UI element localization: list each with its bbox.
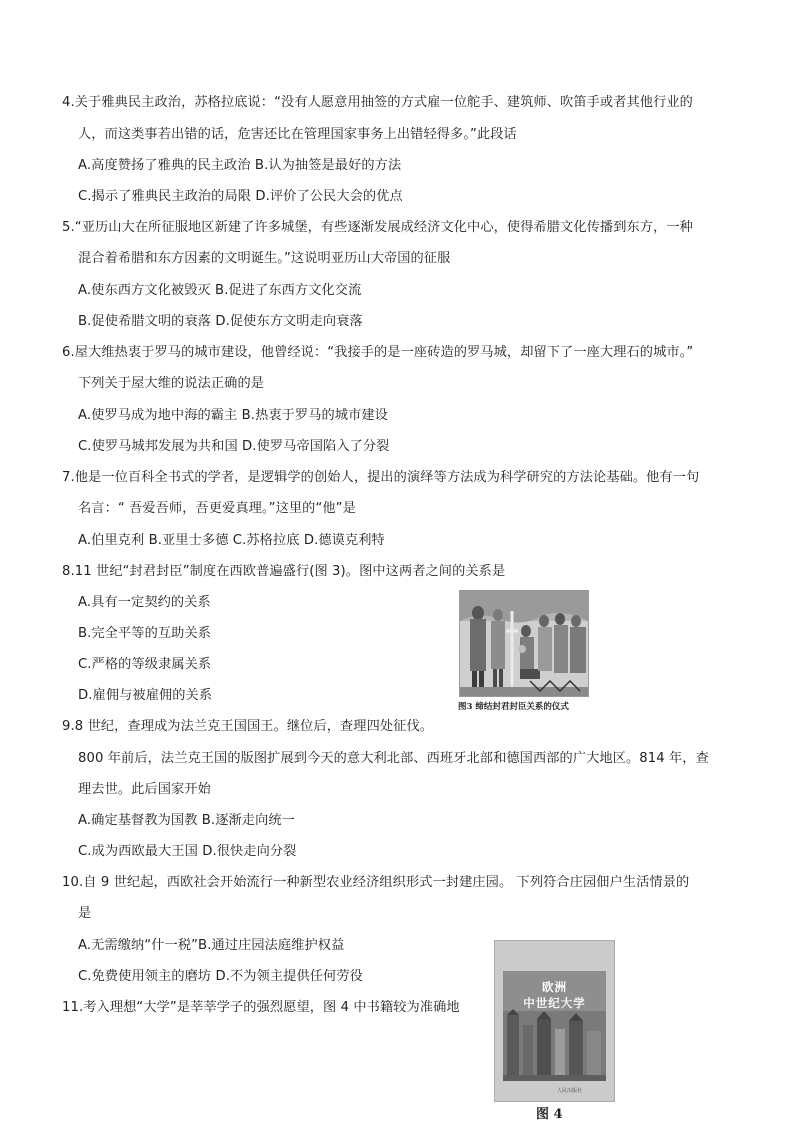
q8-option-b: B.完全平等的互助关系 (78, 626, 212, 641)
q4-stem-line1: 4.关于雅典民主政治，苏格拉底说：“没有人愿意用抽签的方式雇一位舵手、建筑师、吹笛手或者其他行业的 (62, 95, 693, 110)
q9-stem-line1: 9.8 世纪，查理成为法兰克王国国王。继位后，查理四处征伐。 (62, 719, 434, 734)
q9-stem-line2: 800 年前后，法兰克王国的版图扩展到今天的意大利北部、西班牙北部和德国西部的广大地区。814 年，查 (78, 751, 709, 766)
q8-option-d: D.雇佣与被雇佣的关系 (78, 688, 213, 703)
figure3-caption: 图3 缔结封君封臣关系的仪式 (458, 702, 569, 712)
q4-options-line2: C.揭示了雅典民主政治的局限 D.评价了公民大会的优点 (78, 189, 403, 204)
book-title-line1: 欧洲 (542, 980, 567, 994)
q8-option-a: A.具有一定契约的关系 (78, 595, 211, 610)
q8-option-c: C.严格的等级隶属关系 (78, 657, 212, 672)
q7-stem-line1: 7.他是一位百科全书式的学者，是逻辑学的创始人，提出的演绎等方法成为科学研究的方法论基础。他有一句 (62, 470, 700, 485)
q11-stem-line1: 11.考入理想“大学”是莘莘学子的强烈愿望，图 4 中书籍较为准确地 (62, 1000, 460, 1015)
q6-options-line2: C.使罗马城邦发展为共和国 D.使罗马帝国陷入了分裂 (78, 439, 390, 454)
q5-stem-line2: 混合着希腊和东方因素的文明诞生。”这说明亚历山大帝国的征服 (78, 251, 451, 266)
figure3-image (459, 590, 589, 697)
q10-options-line2: C.免费使用领主的磨坊 D.不为领主提供任何劳役 (78, 969, 363, 984)
q6-options-line1: A.使罗马成为地中海的霸主 B.热衷于罗马的城市建设 (78, 408, 388, 423)
figure4-caption: 图 4 (536, 1107, 563, 1122)
q5-options-line2: B.促使希腊文明的衰落 D.促使东方文明走向衰落 (78, 314, 363, 329)
q7-stem-line2: 名言：“ 吾爱吾师，吾更爱真理。”这里的“他”是 (78, 501, 356, 516)
feudal-ceremony-illustration (460, 591, 588, 696)
q9-stem-line3: 理去世。此后国家开始 (78, 782, 211, 797)
q6-stem-line2: 下列关于屋大维的说法正确的是 (78, 376, 265, 391)
q10-options-line1: A.无需缴纳“什一税”B.通过庄园法庭维护权益 (78, 938, 345, 953)
q5-stem-line1: 5.“亚历山大在所征服地区新建了许多城堡，有些逐渐发展成经济文化中心，使得希腊文化传播到东方，一种 (62, 220, 693, 235)
q9-options-line2: C.成为西欧最大王国 D.很快走向分裂 (78, 844, 297, 859)
q9-options-line1: A.确定基督教为国教 B.逐渐走向统一 (78, 813, 295, 828)
book-publisher: 人民出版社 (557, 1088, 583, 1094)
book-title-line2: 中世纪大学 (523, 996, 586, 1010)
q8-stem-line1: 8.11 世纪“封君封臣”制度在西欧普遍盛行(图 3)。图中这两者之间的关系是 (62, 564, 506, 579)
q4-stem-line2: 人，而这类事若出错的话，危害还比在管理国家事务上出错轻得多。”此段话 (78, 127, 517, 142)
q6-stem-line1: 6.屋大维热衷于罗马的城市建设，他曾经说：“我接手的是一座砖造的罗马城，却留下了一座大理石的城市。” (62, 345, 694, 360)
book-cover-artwork (495, 941, 614, 1101)
q7-options-line1: A.伯里克利 B.亚里士多德 C.苏格拉底 D.德谟克利特 (78, 533, 385, 548)
q5-options-line1: A.使东西方文化被毁灭 B.促进了东西方文化交流 (78, 283, 362, 298)
q10-stem-line2: 是 (78, 906, 92, 921)
q10-stem-line1: 10.自 9 世纪起，西欧社会开始流行一种新型农业经济组织形式一封建庄园。 下列符合庄园佃户生活情景的 (62, 875, 690, 890)
figure4-book-cover (494, 940, 615, 1102)
book-title (503, 979, 606, 1011)
q4-options-line1: A.高度赞扬了雅典的民主政治 B.认为抽签是最好的方法 (78, 158, 402, 173)
